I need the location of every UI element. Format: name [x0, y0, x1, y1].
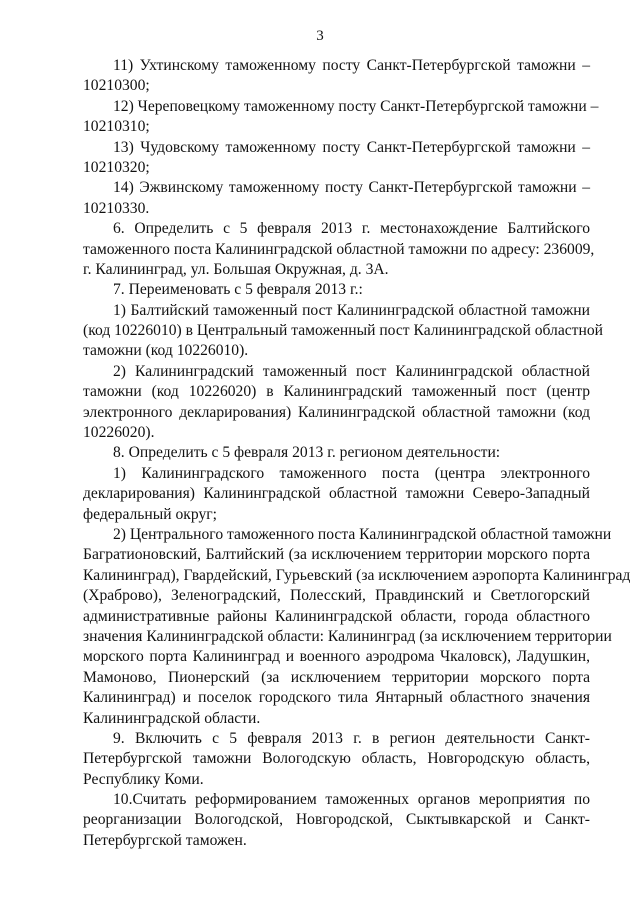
- paragraph-line: Петербургской таможни Вологодскую область, Новгородскую область,: [83, 750, 590, 768]
- paragraph-line: Калининградской области.: [83, 709, 261, 727]
- paragraph-line: 6. Определить с 5 февраля 2013 г. местонахождение Балтийского: [113, 220, 590, 238]
- paragraph-line: 7. Переименовать с 5 февраля 2013 г.:: [113, 281, 363, 299]
- paragraph-line: 13) Чудовскому таможенному посту Санкт-Петербургской таможни –: [113, 138, 590, 156]
- paragraph: [83, 729, 590, 790]
- paragraph-line: Республику Коми.: [83, 770, 204, 788]
- paragraph-line: Калининград), Гвардейский, Гурьевский (за исключением аэропорта Калининград: [83, 566, 631, 584]
- paragraph-line: электронного декларирования) Калининградской областной таможни (код: [83, 403, 590, 421]
- paragraph: [83, 56, 590, 97]
- paragraph: [83, 219, 595, 280]
- paragraph-line: декларирования) Калининградской областной таможни Северо-Западный: [83, 485, 590, 503]
- paragraph-line: 12) Череповецкому таможенному посту Санкт-Петербургской таможни –: [113, 97, 599, 115]
- paragraph-line: 9. Включить с 5 февраля 2013 г. в регион деятельности Санкт-: [113, 729, 590, 747]
- paragraph: [83, 464, 590, 525]
- paragraph-line: 2) Центрального таможенного поста Калининградской областной таможни: [113, 525, 612, 543]
- paragraph-line: 10210320;: [83, 158, 150, 176]
- paragraph-line: значения Калининградской области: Калининград (за исключением территории: [83, 627, 612, 645]
- paragraph-line: 1) Балтийский таможенный пост Калининградской областной таможни: [113, 301, 590, 319]
- paragraph: [83, 138, 590, 179]
- paragraph-line: (Храброво), Зеленоградский, Полесский, Правдинский и Светлогорский: [83, 587, 590, 605]
- paragraph: [83, 280, 590, 300]
- paragraph-line: 11) Ухтинскому таможенному посту Санкт-Петербургской таможни –: [113, 57, 590, 74]
- paragraph-line: 2) Калининградский таможенный пост Калининградской областной: [113, 362, 590, 380]
- paragraph: [83, 525, 631, 729]
- paragraph-line: таможни (код 10226010).: [83, 342, 249, 360]
- paragraph-line: таможенного поста Калининградской областной таможни по адресу: 236009,: [83, 240, 595, 258]
- paragraph-line: Мамоново, Пионерский (за исключением территории морского порта: [83, 668, 590, 686]
- paragraph-line: Петербургской таможен.: [83, 831, 247, 849]
- paragraph: [83, 443, 590, 463]
- paragraph-line: 10226020).: [83, 424, 155, 442]
- paragraph-line: (код 10226010) в Центральный таможенный пост Калининградской областной: [83, 322, 603, 340]
- paragraph-line: таможни (код 10226020) в Калининградский таможенный пост (центр: [83, 383, 590, 401]
- paragraph-line: Калининград) и поселок городского тила Янтарный областного значения: [83, 689, 590, 707]
- paragraph: [83, 97, 599, 138]
- paragraph-line: морского порта Калининград и военного аэродрома Чкаловск), Ладушкин,: [83, 648, 590, 666]
- paragraph-line: реорганизации Вологодской, Новгородской, Сыктывкарской и Санкт-: [83, 811, 590, 829]
- paragraph: [83, 301, 603, 362]
- paragraph: [83, 790, 590, 851]
- paragraph: [83, 178, 590, 219]
- paragraph-line: 10210330.: [83, 199, 150, 217]
- page-number: 3: [316, 28, 324, 44]
- paragraph-line: 8. Определить с 5 февраля 2013 г. регионом деятельности:: [113, 444, 501, 462]
- paragraph-line: 14) Эжвинскому таможенному посту Санкт-Петербургской таможни –: [113, 179, 590, 197]
- document-body: [83, 56, 631, 851]
- paragraph-line: 1) Калининградского таможенного поста (центра электронного: [113, 464, 590, 482]
- paragraph-line: 10210310;: [83, 118, 150, 136]
- paragraph-line: г. Калининград, ул. Большая Окружная, д. 3А.: [83, 260, 389, 278]
- paragraph-line: Багратионовский, Балтийский (за исключением территории морского порта: [83, 546, 590, 564]
- paragraph-line: федеральный округ;: [83, 505, 217, 523]
- paragraph-line: административные районы Калининградской области, города областного: [83, 607, 590, 625]
- paragraph-line: 10210300;: [83, 77, 150, 95]
- paragraph: [83, 362, 590, 444]
- paragraph-line: 10.Считать реформированием таможенных органов мероприятия по: [113, 791, 590, 809]
